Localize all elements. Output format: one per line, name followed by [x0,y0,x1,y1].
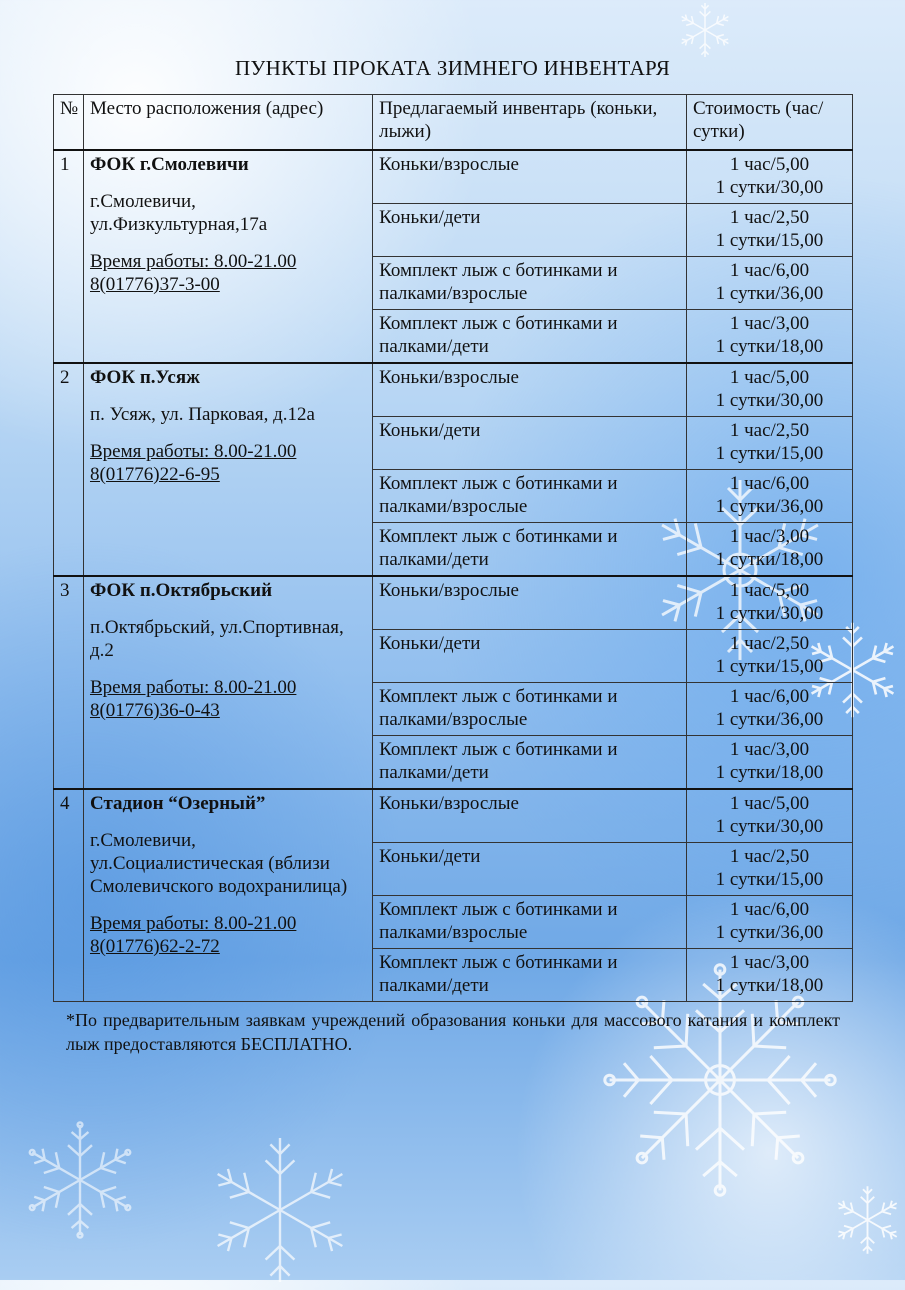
location-cell [83,789,372,1002]
location-name: Стадион “Озерный” [89,793,266,814]
price-hour: 1 час/5,00 [729,367,810,388]
location-address: п. Усяж, ул. Парковая, д.12а [89,404,315,425]
snowflake-icon [200,1130,360,1290]
price-cell [686,843,852,896]
price-day: 1 сутки/18,00 [715,975,824,996]
location-cell [83,363,372,576]
price-cell [686,683,852,736]
price-hour: 1 час/3,00 [729,952,810,973]
price-hour: 1 час/5,00 [729,580,810,601]
location-hours: Время работы: 8.00-21.00 [89,913,297,934]
price-cell [686,896,852,949]
table-row [54,363,853,417]
inventory-item: Комплект лыж с ботинками и палками/взрослые [373,683,687,736]
location-hours: Время работы: 8.00-21.00 [89,251,297,272]
price-hour: 1 час/2,50 [729,846,810,867]
price-day: 1 сутки/36,00 [715,922,824,943]
location-address: г.Смолевичи, ул.Социалистическая (вблизи Смолевичского водохранилица) [89,830,348,897]
price-day: 1 сутки/18,00 [715,336,824,357]
price-day: 1 сутки/18,00 [715,549,824,570]
inventory-item: Комплект лыж с ботинками и палками/дети [373,949,687,1002]
location-hours: Время работы: 8.00-21.00 [89,677,297,698]
inventory-item: Комплект лыж с ботинками и палками/взрослые [373,470,687,523]
location-phone: 8(01776)36-0-43 [89,700,220,721]
price-hour: 1 час/2,50 [729,633,810,654]
price-day: 1 сутки/36,00 [715,709,824,730]
price-hour: 1 час/3,00 [729,739,810,760]
inventory-item: Комплект лыж с ботинками и палками/взрослые [373,896,687,949]
location-address: п.Октябрьский, ул.Спортивная, д.2 [89,617,344,661]
location-cell [83,150,372,363]
inventory-item: Коньки/дети [373,204,687,257]
location-number: 4 [54,789,84,1002]
price-hour: 1 час/2,50 [729,420,810,441]
price-hour: 1 час/3,00 [729,313,810,334]
inventory-item: Коньки/взрослые [373,576,687,630]
price-day: 1 сутки/15,00 [715,656,824,677]
price-cell [686,310,852,364]
price-cell [686,417,852,470]
rental-table [53,94,853,1002]
table-row [54,576,853,630]
inventory-item: Коньки/взрослые [373,150,687,204]
price-hour: 1 час/5,00 [729,793,810,814]
price-hour: 1 час/6,00 [729,473,810,494]
location-name: ФОК п.Усяж [89,367,200,388]
location-number: 1 [54,150,84,363]
price-cell [686,523,852,577]
price-hour: 1 час/6,00 [729,899,810,920]
table-header-row [54,95,853,151]
price-cell [686,949,852,1002]
price-hour: 1 час/3,00 [729,526,810,547]
snowflake-icon [830,1170,905,1270]
header-num: № [54,95,84,151]
inventory-item: Коньки/дети [373,630,687,683]
price-cell [686,736,852,790]
price-cell [686,204,852,257]
location-number: 3 [54,576,84,789]
price-hour: 1 час/6,00 [729,260,810,281]
location-name: ФОК п.Октябрьский [89,580,273,601]
table-row [54,789,853,843]
inventory-item: Коньки/взрослые [373,789,687,843]
inventory-item: Комплект лыж с ботинками и палками/дети [373,523,687,577]
price-day: 1 сутки/18,00 [715,762,824,783]
footnote: *По предварительным заявкам учреждений образования коньки для массового катания и комплект лыж предоставляются БЕСПЛАТНО. [66,1010,840,1054]
price-cell [686,257,852,310]
price-cell [686,576,852,630]
header-price: Стоимость (час/сутки) [686,95,852,151]
header-place: Место расположения (адрес) [83,95,372,151]
price-hour: 1 час/5,00 [729,154,810,175]
price-cell [686,363,852,417]
price-hour: 1 час/6,00 [729,686,810,707]
price-day: 1 сутки/15,00 [715,443,824,464]
inventory-item: Коньки/дети [373,417,687,470]
price-cell [686,789,852,843]
location-hours: Время работы: 8.00-21.00 [89,441,297,462]
price-hour: 1 час/2,50 [729,207,810,228]
page-title: ПУНКТЫ ПРОКАТА ЗИМНЕГО ИНВЕНТАРЯ [234,56,670,80]
price-day: 1 сутки/30,00 [715,816,824,837]
price-day: 1 сутки/15,00 [715,230,824,251]
price-day: 1 сутки/15,00 [715,869,824,890]
location-phone: 8(01776)37-3-00 [89,274,220,295]
inventory-item: Комплект лыж с ботинками и палками/дети [373,310,687,364]
location-address: г.Смолевичи, ул.Физкультурная,17а [89,191,268,235]
table-row [54,150,853,204]
price-day: 1 сутки/30,00 [715,177,824,198]
location-cell [83,576,372,789]
location-phone: 8(01776)22-6-95 [89,464,220,485]
price-cell [686,470,852,523]
price-day: 1 сутки/36,00 [715,283,824,304]
price-cell [686,630,852,683]
location-phone: 8(01776)62-2-72 [89,936,220,957]
price-day: 1 сутки/30,00 [715,390,824,411]
header-item: Предлагаемый инвентарь (коньки, лыжи) [373,95,687,151]
location-name: ФОК г.Смолевичи [89,154,249,175]
inventory-item: Коньки/взрослые [373,363,687,417]
snowflake-icon [660,0,750,60]
snowflake-icon [20,1120,140,1240]
inventory-item: Комплект лыж с ботинками и палками/дети [373,736,687,790]
location-number: 2 [54,363,84,576]
price-day: 1 сутки/30,00 [715,603,824,624]
price-cell [686,150,852,204]
inventory-item: Комплект лыж с ботинками и палками/взрослые [373,257,687,310]
price-day: 1 сутки/36,00 [715,496,824,517]
inventory-item: Коньки/дети [373,843,687,896]
